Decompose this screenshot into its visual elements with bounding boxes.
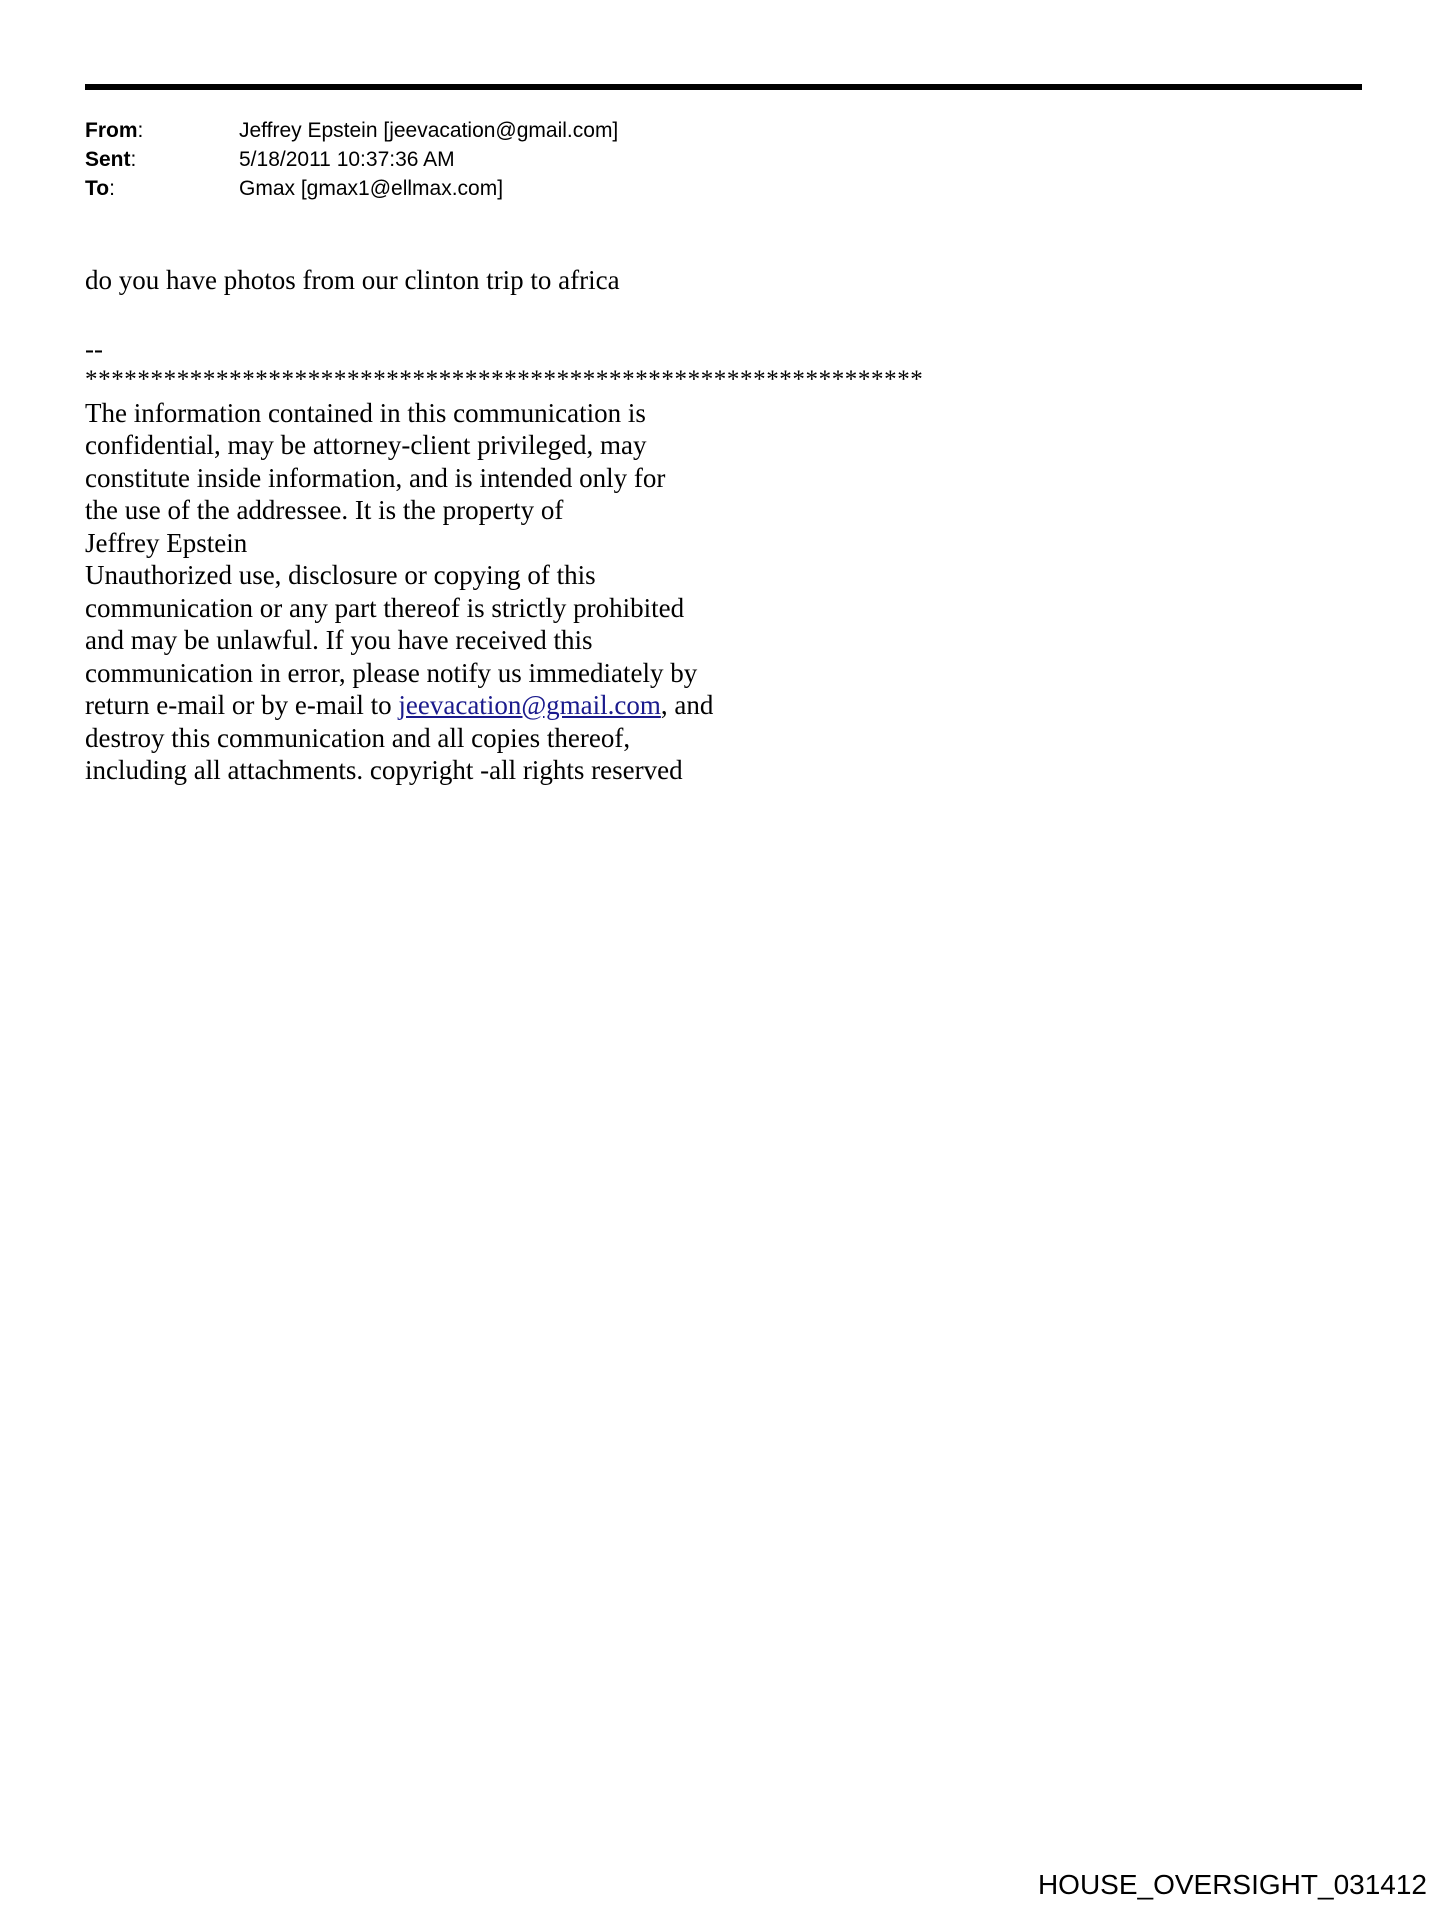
sent-value: 5/18/2011 10:37:36 AM [239, 148, 455, 171]
disclaimer-line: Jeffrey Epstein [85, 527, 248, 558]
disclaimer-line: The information contained in this communication is [85, 397, 646, 428]
signature-block [85, 334, 923, 787]
to-value: Gmax [gmax1@ellmax.com] [239, 177, 504, 200]
disclaimer-line: and may be unlawful. If you have received this [85, 625, 593, 655]
disclaimer-line: constitute inside information, and is intended only for [85, 462, 666, 493]
header-divider [85, 84, 1362, 90]
disclaimer-line: destroy this communication and all copies thereof, [85, 722, 631, 753]
disclaimer-line: including all attachments. copyright -all rights reserved [85, 755, 683, 785]
disclaimer-return-line [85, 689, 923, 722]
to-label-wrap [85, 174, 239, 203]
bates-number: HOUSE_OVERSIGHT_031412 [1037, 1869, 1427, 1900]
signature-separator: -- [85, 334, 103, 364]
disclaimer-line: the use of the addressee. It is the property of [85, 495, 564, 525]
from-label: From [85, 119, 138, 142]
signature-stars: **************************************************************** [85, 366, 924, 393]
sent-label: Sent [85, 148, 131, 171]
to-label-colon: : [109, 177, 115, 200]
sent-row [85, 145, 618, 174]
return-suffix: , and [660, 690, 714, 720]
disclaimer-line: Unauthorized use, disclosure or copying of this [85, 560, 596, 590]
to-row [85, 174, 618, 203]
disclaimer-line: communication or any part thereof is strictly prohibited [85, 592, 685, 623]
email-link[interactable]: jeevacation@gmail.com [398, 690, 661, 720]
return-prefix: return e-mail or by e-mail to [85, 690, 399, 720]
sent-label-colon: : [130, 148, 137, 171]
sent-label-wrap [85, 145, 239, 174]
message-body: do you have photos from our clinton trip to africa [85, 265, 620, 295]
email-header [85, 116, 618, 203]
from-row [85, 116, 618, 145]
disclaimer-line: confidential, may be attorney-client privileged, may [85, 430, 647, 460]
to-label: To [85, 177, 110, 200]
disclaimer-line: communication in error, please notify us immediately by [85, 657, 698, 688]
from-label-wrap [85, 116, 239, 145]
from-value: Jeffrey Epstein [jeevacation@gmail.com] [239, 119, 619, 142]
from-label-colon: : [137, 119, 144, 142]
